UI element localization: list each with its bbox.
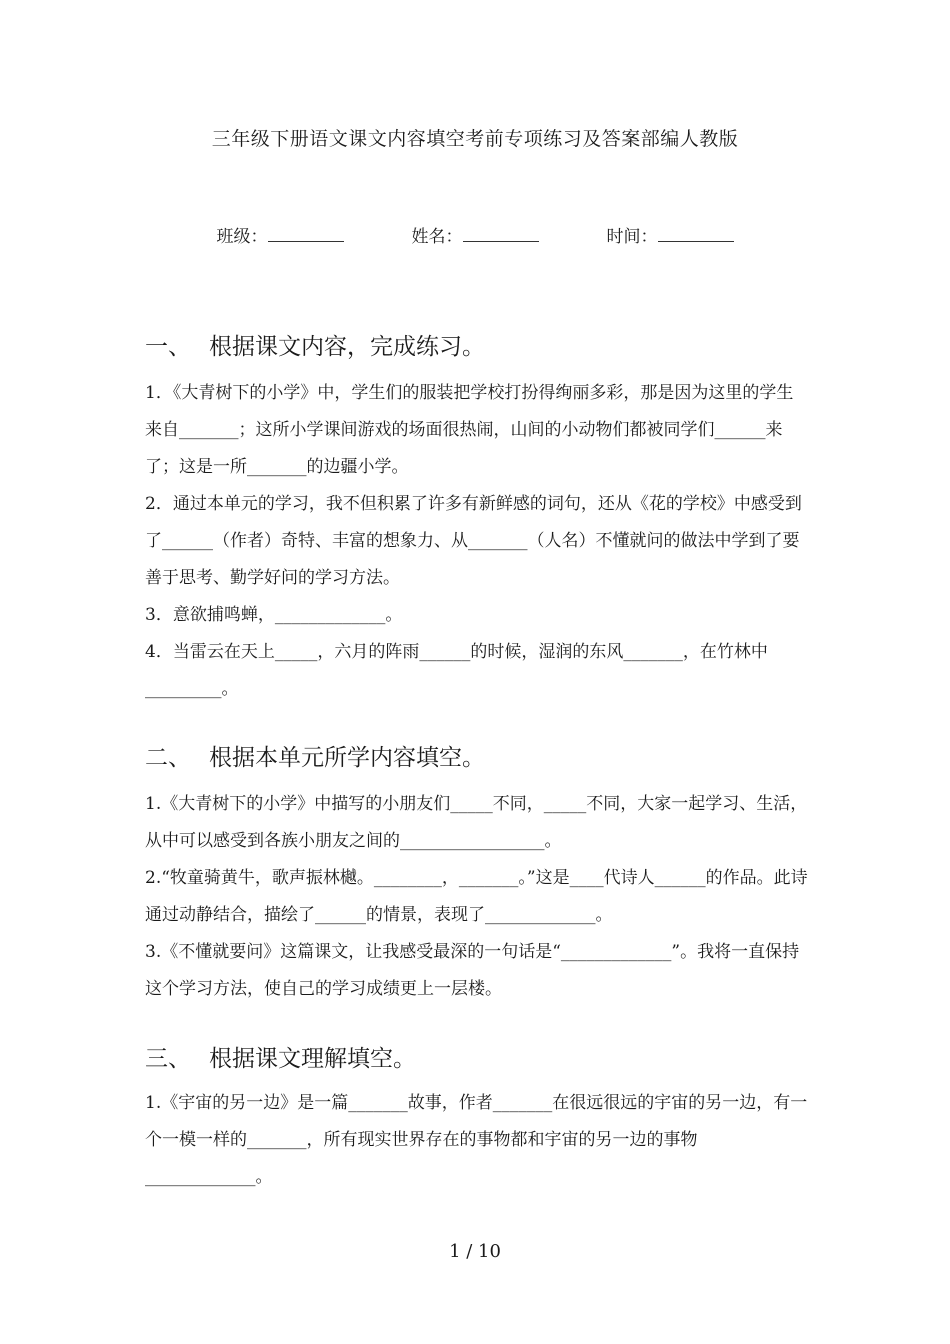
name-field bbox=[412, 222, 539, 247]
section-1 bbox=[145, 328, 810, 361]
section-2-title: 根据本单元所学内容填空。 bbox=[209, 745, 485, 771]
section-1-heading bbox=[145, 328, 810, 361]
section-3-questions bbox=[145, 1085, 810, 1196]
page-number: 1 / 10 bbox=[449, 1241, 501, 1262]
section-3-title: 根据课文理解填空。 bbox=[209, 1046, 416, 1072]
page-title: 三年级下册语文课文内容填空考前专项练习及答案部编人教版 bbox=[211, 128, 739, 150]
name-label: 姓名： bbox=[411, 227, 463, 247]
name-blank[interactable] bbox=[463, 225, 539, 242]
class-label: 班级： bbox=[216, 227, 268, 247]
section-3-number: 三、 bbox=[145, 1046, 191, 1072]
section-3 bbox=[145, 1040, 810, 1073]
section-1-title: 根据课文内容，完成练习。 bbox=[209, 334, 485, 360]
question-1-4: 4．当雷云在天上_____，六月的阵雨______的时候，湿润的东风_______，在竹林中_________。 bbox=[145, 642, 768, 699]
question-1-1: 1．《大青树下的小学》中，学生们的服装把学校打扮得绚丽多彩，那是因为这里的学生来自_______；这所小学课间游戏的场面很热闹，山间的小动物们都被同学们______来了；这是一所_______的边疆小学。 bbox=[145, 383, 794, 477]
section-2-questions bbox=[145, 786, 810, 1008]
time-label: 时间： bbox=[606, 227, 658, 247]
section-1-questions bbox=[145, 375, 810, 708]
question-1-3: 3．意欲捕鸣蝉，_____________。 bbox=[145, 605, 403, 625]
time-field bbox=[607, 222, 734, 247]
section-2 bbox=[145, 739, 810, 772]
question-2-2: 2.“牧童骑黄牛，歌声振林樾。________，_______。”这是____代诗人______的作品。此诗通过动静结合，描绘了______的情景，表现了_____________。 bbox=[145, 868, 808, 925]
question-2-1: 1.《大青树下的小学》中描写的小朋友们_____不同，_____不同，大家一起学习、生活，从中可以感受到各族小朋友之间的_________________。 bbox=[145, 794, 808, 851]
question-1-2: 2．通过本单元的学习，我不但积累了许多有新鲜感的词句，还从《花的学校》中感受到了______（作者）奇特、丰富的想象力、从_______（人名）不懂就问的做法中学到了要善于思考、勤学好问的学习方法。 bbox=[145, 494, 802, 588]
section-2-number: 二、 bbox=[145, 745, 191, 771]
time-blank[interactable] bbox=[658, 225, 734, 242]
class-field bbox=[217, 222, 344, 247]
section-1-number: 一、 bbox=[145, 334, 191, 360]
section-3-heading bbox=[145, 1040, 810, 1073]
student-info-row bbox=[0, 222, 950, 247]
question-2-3: 3.《不懂就要问》这篇课文，让我感受最深的一句话是“_____________”。我将一直保持这个学习方法，使自己的学习成绩更上一层楼。 bbox=[145, 942, 800, 999]
section-2-heading bbox=[145, 739, 810, 772]
class-blank[interactable] bbox=[268, 225, 344, 242]
question-3-1: 1.《宇宙的另一边》是一篇_______故事，作者_______在很远很远的宇宙的另一边，有一个一模一样的_______，所有现实世界存在的事物都和宇宙的另一边的事物_____________。 bbox=[145, 1093, 808, 1187]
